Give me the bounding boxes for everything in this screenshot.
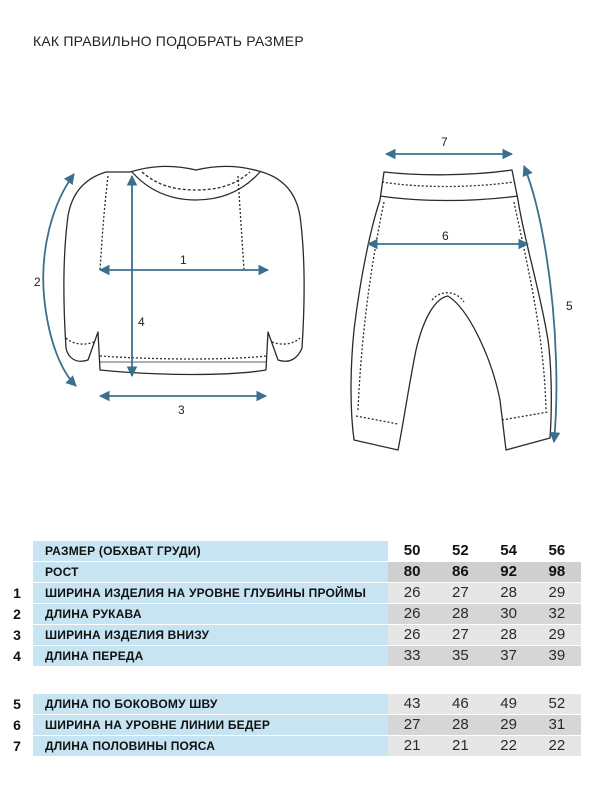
height-row <box>33 562 581 582</box>
measure-label-7: 7 <box>441 135 448 149</box>
cell-value: 29 <box>548 626 566 643</box>
row-number: 4 <box>13 648 21 664</box>
measure-label-3: 3 <box>178 403 185 417</box>
cell-value: 28 <box>500 626 517 643</box>
table-row <box>13 583 581 603</box>
size-value: 54 <box>500 542 517 559</box>
height-value: 98 <box>548 563 566 580</box>
cell-value: 43 <box>403 695 421 712</box>
cell-value: 30 <box>500 605 517 622</box>
row-number: 5 <box>13 696 21 712</box>
table-row <box>13 604 581 624</box>
row-label: ШИРИНА НА УРОВНЕ ЛИНИИ БЕДЕР <box>33 715 388 735</box>
cell-value: 33 <box>403 647 421 664</box>
measure-label-1: 1 <box>180 253 187 267</box>
cell-value: 27 <box>452 626 469 643</box>
cell-value: 21 <box>403 737 421 754</box>
cell-value: 31 <box>548 716 566 733</box>
garment-diagram <box>0 120 599 460</box>
row-number: 3 <box>13 627 21 643</box>
table-row <box>13 736 581 756</box>
cell-value: 26 <box>403 605 421 622</box>
cell-value: 35 <box>452 647 469 664</box>
size-value: 56 <box>548 542 566 559</box>
cell-value: 39 <box>548 647 566 664</box>
row-label: ДЛИНА ПЕРЕДА <box>33 646 388 666</box>
row-label: ДЛИНА РУКАВА <box>33 604 388 624</box>
cell-value: 52 <box>548 695 566 712</box>
size-table-top <box>13 541 581 666</box>
size-header-label: РАЗМЕР (ОБХВАТ ГРУДИ) <box>33 541 388 561</box>
pants-drawing <box>351 170 551 450</box>
row-number: 7 <box>13 738 21 754</box>
row-number: 6 <box>13 717 21 733</box>
cell-value: 49 <box>500 695 517 712</box>
row-label: ДЛИНА ПОЛОВИНЫ ПОЯСА <box>33 736 388 756</box>
height-label: РОСТ <box>33 562 388 582</box>
height-value: 80 <box>403 563 421 580</box>
cell-value: 46 <box>452 695 469 712</box>
cell-value: 37 <box>500 647 517 664</box>
height-value: 86 <box>452 563 469 580</box>
cell-value: 28 <box>452 605 469 622</box>
cell-value: 29 <box>548 584 566 601</box>
size-value: 50 <box>403 542 421 559</box>
row-number: 1 <box>13 585 21 601</box>
row-number: 2 <box>13 606 21 622</box>
cell-value: 27 <box>403 716 421 733</box>
measurement-arrows <box>43 154 556 442</box>
measure-label-2: 2 <box>34 275 41 289</box>
size-table-bottom <box>13 694 581 756</box>
size-value: 52 <box>452 542 469 559</box>
cell-value: 27 <box>452 584 469 601</box>
height-value: 92 <box>500 563 517 580</box>
row-label: ДЛИНА ПО БОКОВОМУ ШВУ <box>33 694 388 714</box>
table-header-row <box>33 541 581 561</box>
cell-value: 32 <box>548 605 566 622</box>
row-label: ШИРИНА ИЗДЕЛИЯ ВНИЗУ <box>33 625 388 645</box>
cell-value: 22 <box>548 737 566 754</box>
cell-value: 28 <box>452 716 469 733</box>
measure-label-6: 6 <box>442 229 449 243</box>
cell-value: 22 <box>500 737 517 754</box>
cell-value: 21 <box>452 737 469 754</box>
cell-value: 28 <box>500 584 517 601</box>
table-row <box>13 694 581 714</box>
row-label: ШИРИНА ИЗДЕЛИЯ НА УРОВНЕ ГЛУБИНЫ ПРОЙМЫ <box>33 583 388 603</box>
cell-value: 26 <box>403 584 421 601</box>
table-row <box>13 646 581 666</box>
cell-value: 29 <box>500 716 517 733</box>
table-row <box>13 625 581 645</box>
cell-value: 26 <box>403 626 421 643</box>
table-row <box>13 715 581 735</box>
page-title: КАК ПРАВИЛЬНО ПОДОБРАТЬ РАЗМЕР <box>33 33 304 49</box>
measure-label-5: 5 <box>566 299 573 313</box>
measure-label-4: 4 <box>138 315 145 329</box>
